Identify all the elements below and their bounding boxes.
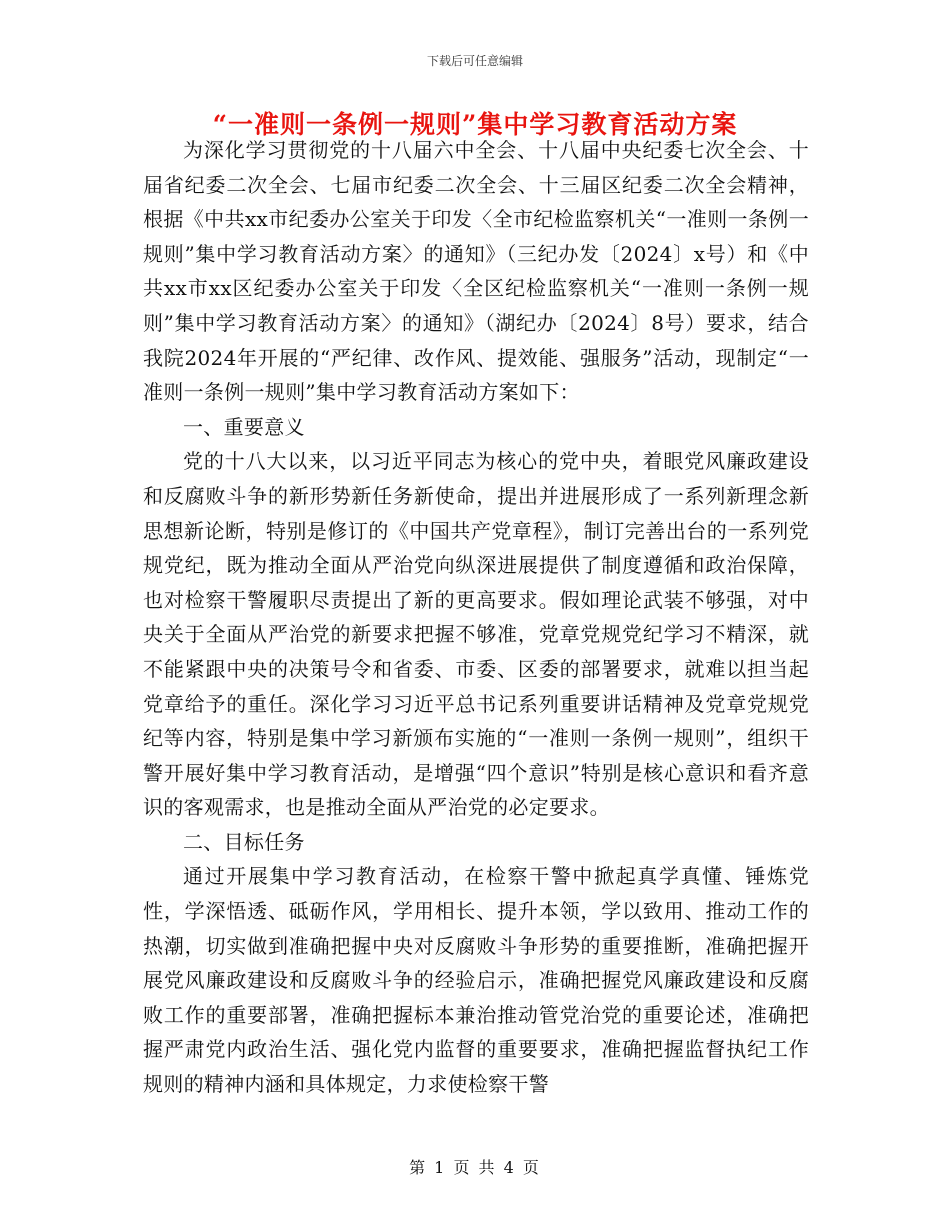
document-body xyxy=(143,133,809,1102)
goals-paragraph: 通过开展集中学习教育活动，在检察干警中掀起真学真懂、锤炼党性，学深悟透、砥砺作风，学用相长、提升本领，学以致用、推动工作的热潮，切实做到准确把握中央对反腐败斗争形势的重要推断，准确把握开展党风廉政建设和反腐败斗争的经验启示，准确把握党风廉政建设和反腐败工作的重要部署，准确把握标本兼治推动管党治党的重要论述，准确把握严肃党内政治生活、强化党内监督的重要要求，准确把握监督执纪工作规则的精神内涵和具体规定，力求使检察干警 xyxy=(143,864,809,1097)
intro-paragraph: 为深化学习贯彻党的十八届六中全会、十八届中央纪委七次全会、十届省纪委二次全会、七届市纪委二次全会、十三届区纪委二次全会精神，根据《中共xx市纪委办公室关于印发〈全市纪检监察机关“一准则一条例一规则”集中学习教育活动方案〉的通知》（三纪办发〔2024〕x号）和《中共xx市xx区纪委办公室关于印发〈全区纪检监察机关“一准则一条例一规则”集中学习教育活动方案〉的通知》（湖纪办〔2024〕8号）要求，结合我院2024年开展的“严纪律、改作风、提效能、强服务”活动，现制定“一准则一条例一规则”集中学习教育活动方案如下： xyxy=(143,138,809,405)
significance-paragraph: 党的十八大以来，以习近平同志为核心的党中央，着眼党风廉政建设和反腐败斗争的新形势新任务新使命，提出并进展形成了一系列新理念新思想新论断，特别是修订的《中国共产党章程》，制订完善出台的一系列党规党纪，既为推动全面从严治党向纵深进展提供了制度遵循和政治保障，也对检察干警履职尽责提出了新的更高要求。假如理论武装不够强，对中央关于全面从严治党的新要求把握不够准，党章党规党纪学习不精深，就不能紧跟中央的决策号令和省委、市委、区委的部署要求，就难以担当起党章给予的重任。深化学习习近平总书记系列重要讲话精神及党章党规党纪等内容，特别是集中学习新颁布实施的“一准则一条例一规则”，组织干警开展好集中学习教育活动，是增强“四个意识”特别是核心意识和看齐意识的客观需求，也是推动全面从严治党的必定要求。 xyxy=(143,449,809,820)
header-note: 下载后可任意编辑 xyxy=(426,54,523,68)
section-heading-goals: 二、目标任务 xyxy=(183,829,305,854)
document-title: “一准则一条例一规则”集中学习教育活动方案 xyxy=(212,110,738,139)
page-footer: 第 1 页 共 4 页 xyxy=(409,1158,541,1177)
section-heading-significance: 一、重要意义 xyxy=(183,414,305,439)
